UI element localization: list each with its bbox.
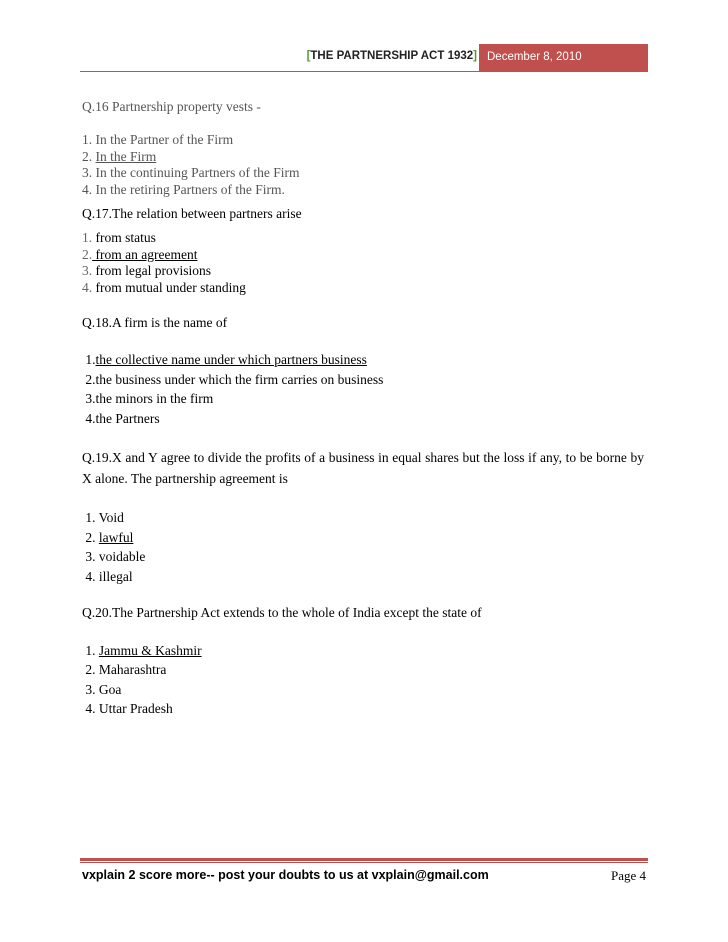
q19-option-2-prefix: 2. bbox=[82, 529, 99, 545]
q17-option-1-text: from status bbox=[92, 230, 156, 246]
q16-option-4: 4. In the retiring Partners of the Firm. bbox=[82, 181, 285, 197]
q17-option-2-num: 2. bbox=[82, 246, 93, 262]
q20-option-4-text: Uttar Pradesh bbox=[98, 701, 173, 717]
q20-option-2-prefix: 2. bbox=[82, 662, 99, 678]
q20-option-3-text: Goa bbox=[98, 681, 122, 697]
q19-option-1-prefix: 1. bbox=[82, 510, 99, 526]
footer-text: vxplain 2 score more-- post your doubts to us at vxplain@gmail.com bbox=[82, 868, 489, 882]
q19-option-2-answer: lawful bbox=[98, 529, 134, 545]
q16-option-2 bbox=[82, 149, 644, 165]
page-number: Page 4 bbox=[610, 868, 646, 883]
question-16-options bbox=[82, 132, 644, 198]
q20-option-1 bbox=[82, 641, 644, 661]
header-bracket-close: ] bbox=[473, 50, 477, 62]
q19-option-3-text: voidable bbox=[98, 549, 146, 565]
q18-option-2-text: the business under which the firm carries on business bbox=[95, 371, 384, 387]
header-rule bbox=[80, 71, 648, 72]
q19-option-2 bbox=[82, 528, 644, 548]
page-content bbox=[82, 99, 644, 719]
q18-option-3-prefix: 3. bbox=[82, 391, 96, 407]
q16-option-1: 1. In the Partner of the Firm bbox=[82, 132, 234, 148]
question-18-options bbox=[82, 350, 644, 428]
q18-option-3-text: the minors in the firm bbox=[95, 391, 214, 407]
header-bracket-open: [ bbox=[306, 50, 311, 62]
q19-option-4-text: illegal bbox=[98, 568, 133, 584]
question-17: Q.17.The relation between partners arise bbox=[82, 206, 302, 222]
q17-option-4 bbox=[82, 280, 644, 296]
question-16: Q.16 Partnership property vests - bbox=[82, 99, 261, 114]
q19-option-1 bbox=[82, 508, 644, 528]
q20-option-1-prefix: 1. bbox=[82, 642, 99, 658]
page-header bbox=[0, 44, 728, 72]
q18-option-1 bbox=[82, 350, 644, 370]
footer-rule-thin bbox=[80, 862, 648, 863]
header-title bbox=[307, 50, 477, 62]
question-20-options bbox=[82, 641, 644, 719]
q19-option-4 bbox=[82, 567, 644, 587]
q20-option-4-prefix: 4. bbox=[82, 701, 99, 717]
q17-option-3 bbox=[82, 263, 644, 279]
q20-option-2 bbox=[82, 660, 644, 680]
q18-option-3 bbox=[82, 389, 644, 409]
q17-option-4-text: from mutual under standing bbox=[92, 279, 246, 295]
q20-option-2-text: Maharashtra bbox=[98, 662, 167, 678]
q16-option-2-answer: In the Firm bbox=[95, 148, 157, 164]
q17-option-2-answer: from an agreement bbox=[92, 246, 198, 262]
q18-option-1-prefix: 1. bbox=[82, 352, 96, 368]
header-date: December 8, 2010 bbox=[479, 44, 648, 71]
q17-option-1-num: 1. bbox=[82, 230, 93, 246]
q18-option-2-prefix: 2. bbox=[82, 371, 96, 387]
q19-option-3 bbox=[82, 547, 644, 567]
q17-option-2 bbox=[82, 247, 644, 263]
header-title-text: THE PARTNERSHIP ACT 1932 bbox=[310, 50, 474, 62]
q17-option-3-num: 3. bbox=[82, 263, 93, 279]
question-19: Q.19.X and Y agree to divide the profits of a business in equal shares but the loss if any, to be borne by X alone. The partnership agreement is bbox=[82, 450, 644, 487]
q20-option-3-prefix: 3. bbox=[82, 681, 99, 697]
q19-option-4-prefix: 4. bbox=[82, 568, 99, 584]
q18-option-4-text: the Partners bbox=[95, 410, 160, 426]
footer-rule bbox=[80, 858, 648, 861]
question-19-options bbox=[82, 508, 644, 586]
q16-option-3: 3. In the continuing Partners of the Firm bbox=[82, 165, 300, 181]
q18-option-1-answer: the collective name under which partners business bbox=[95, 352, 367, 368]
q20-option-3 bbox=[82, 680, 644, 700]
q17-option-3-text: from legal provisions bbox=[92, 263, 211, 279]
q17-option-4-num: 4. bbox=[82, 279, 93, 295]
q18-option-4-prefix: 4. bbox=[82, 410, 96, 426]
q17-option-1 bbox=[82, 230, 644, 246]
q16-option-2-prefix: 2. bbox=[82, 148, 96, 164]
q20-option-4 bbox=[82, 699, 644, 719]
q20-option-1-answer: Jammu & Kashmir bbox=[98, 642, 202, 658]
question-20: Q.20.The Partnership Act extends to the whole of India except the state of bbox=[82, 605, 482, 621]
q19-option-3-prefix: 3. bbox=[82, 549, 99, 565]
question-18: Q.18.A firm is the name of bbox=[82, 315, 228, 331]
question-17-options bbox=[82, 230, 644, 296]
q18-option-4 bbox=[82, 409, 644, 429]
q18-option-2 bbox=[82, 370, 644, 390]
q19-option-1-text: Void bbox=[98, 510, 124, 526]
